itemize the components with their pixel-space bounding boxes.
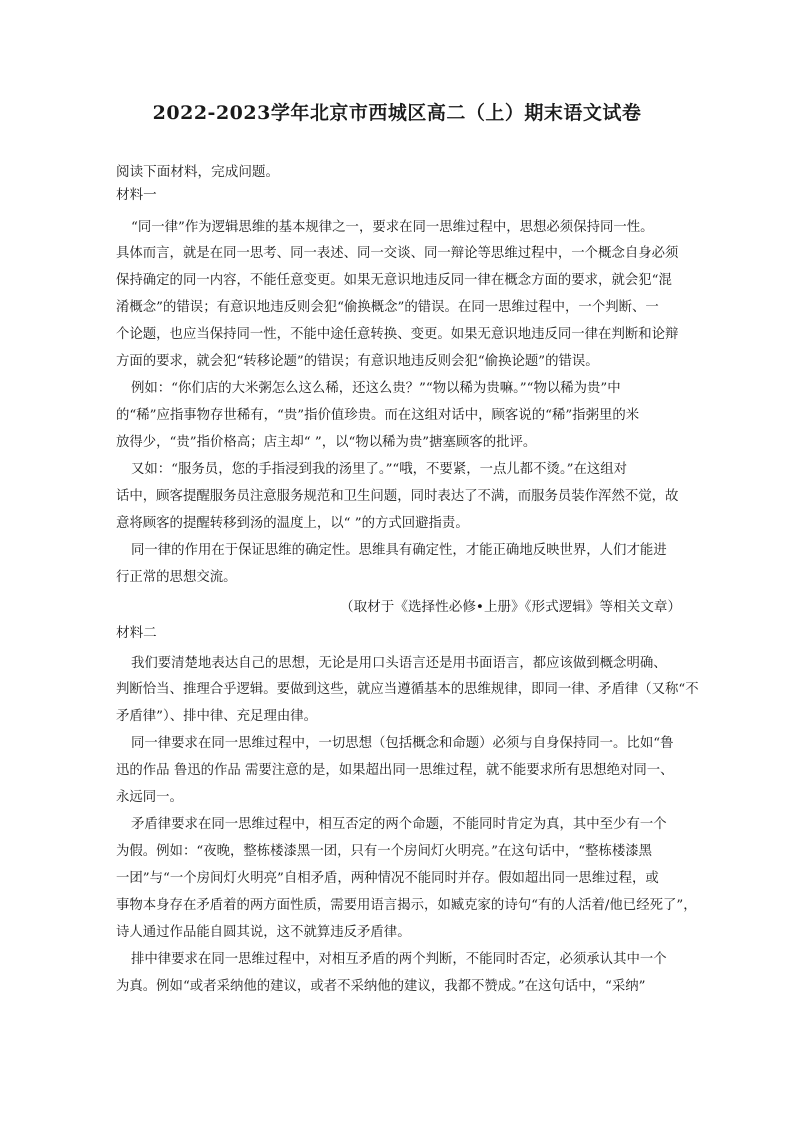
paragraph-line: 保持确定的同一内容，不能任意变更。如果无意识地违反同一律在概念方面的要求，就会犯“混 (116, 273, 672, 288)
paragraph-line: 放得少，“贵”指价格高；店主却“ ”，以“物以稀为贵”搪塞顾客的批评。 (116, 435, 537, 450)
paragraph-line: 永远同一。 (116, 790, 183, 805)
paragraph-line: 事物本身存在矛盾着的两方面性质，需要用语言揭示，如臧克家的诗句“有的人活着/他已经死了”， (116, 898, 697, 913)
paragraph-line: 同一律要求在同一思维过程中，一切思想（包括概念和命题）必须与自身保持同一。比如“鲁 (131, 736, 674, 751)
paragraph-line: 判断恰当、推理合乎逻辑。要做到这些，就应当遵循基本的思维规律，即同一律、矛盾律（又称“不 (116, 682, 699, 697)
paragraph-line: 例如：“你们店的大米粥怎么这么稀，还这么贵？”“物以稀为贵嘛。”“物以稀为贵”中 (131, 381, 621, 396)
paragraph-line: “同一律”作为逻辑思维的基本规律之一，要求在同一思维过程中，思想必须保持同一性。 (131, 220, 654, 235)
paragraph-line: 为真。例如“或者采纳他的建议，或者不采纳他的建议，我都不赞成。”在这句话中，“采纳” (116, 979, 646, 994)
material-one-source: （取材于《选择性必修•上册》《形式逻辑》等相关文章） (340, 599, 682, 615)
paragraph-line: 的“稀”应指事物存世稀有，“贵”指价值珍贵。而在这组对话中，顾客说的“稀”指粥里的米 (116, 408, 640, 423)
paragraph-line: 迅的作品 鲁迅的作品 需要注意的是，如果超出同一思维过程，就不能要求所有思想绝对同一、 (116, 763, 674, 778)
paragraph-line: 诗人通过作品能自圆其说，这不就算违反矛盾律。 (116, 925, 411, 940)
paragraph-line: 矛盾律”）、排中律、充足理由律。 (116, 709, 318, 724)
paragraph-line: 意将顾客的提醒转移到汤的温度上，以“ ”的方式回避指责。 (116, 516, 469, 531)
paragraph-line: 同一律的作用在于保证思维的确定性。思维具有确定性，才能正确地反映世界，人们才能进 (131, 543, 667, 558)
paragraph-line: 我们要清楚地表达自己的思想，无论是用口头语言还是用书面语言，都应该做到概念明确、 (131, 656, 667, 671)
paragraph-line: 排中律要求在同一思维过程中，对相互矛盾的两个判断，不能同时否定，必须承认其中一个 (131, 952, 667, 967)
page-title: 2022-2023学年北京市西城区高二（上）期末语文试卷 (152, 102, 642, 124)
paragraph-line: 为假。例如：“夜晚，整栋楼漆黑一团，只有一个房间灯火明亮。”在这句话中，“整栋楼漆黑 (116, 844, 653, 859)
paragraph-line: 个论题，也应当保持同一性，不能中途任意转换、变更。如果无意识地违反同一律在判断和论辩 (116, 327, 679, 342)
paragraph-line: 话中，顾客提醒服务员注意服务规范和卫生问题，同时表达了不满，而服务员装作浑然不觉，故 (116, 489, 679, 504)
paragraph-line: 又如：“服务员，您的手指浸到我的汤里了。”“哦，不要紧，一点儿都不烫。”在这组对 (131, 462, 628, 477)
paragraph-line: 行正常的思想交流。 (116, 570, 237, 585)
paragraph-line: 一团”与“一个房间灯火明亮”自相矛盾，两种情况不能同时并存。假如超出同一思维过程，或 (116, 871, 659, 886)
paragraph-line: 具体而言，就是在同一思考、同一表述、同一交谈、同一辩论等思维过程中，一个概念自身必须 (116, 246, 679, 261)
paragraph-line: 淆概念”的错误；有意识地违反则会犯“偷换概念”的错误。在同一思维过程中，一个判断、一 (116, 300, 659, 315)
intro-text: 阅读下面材料，完成问题。 (116, 164, 280, 180)
paragraph-line: 方面的要求，就会犯“转移论题”的错误；有意识地违反则会犯“偷换论题”的错误。 (116, 354, 599, 369)
material-two-heading: 材料二 (116, 625, 157, 641)
paragraph-line: 矛盾律要求在同一思维过程中，相互否定的两个命题，不能同时肯定为真，其中至少有一个 (131, 817, 667, 832)
material-one-heading: 材料一 (116, 187, 157, 203)
